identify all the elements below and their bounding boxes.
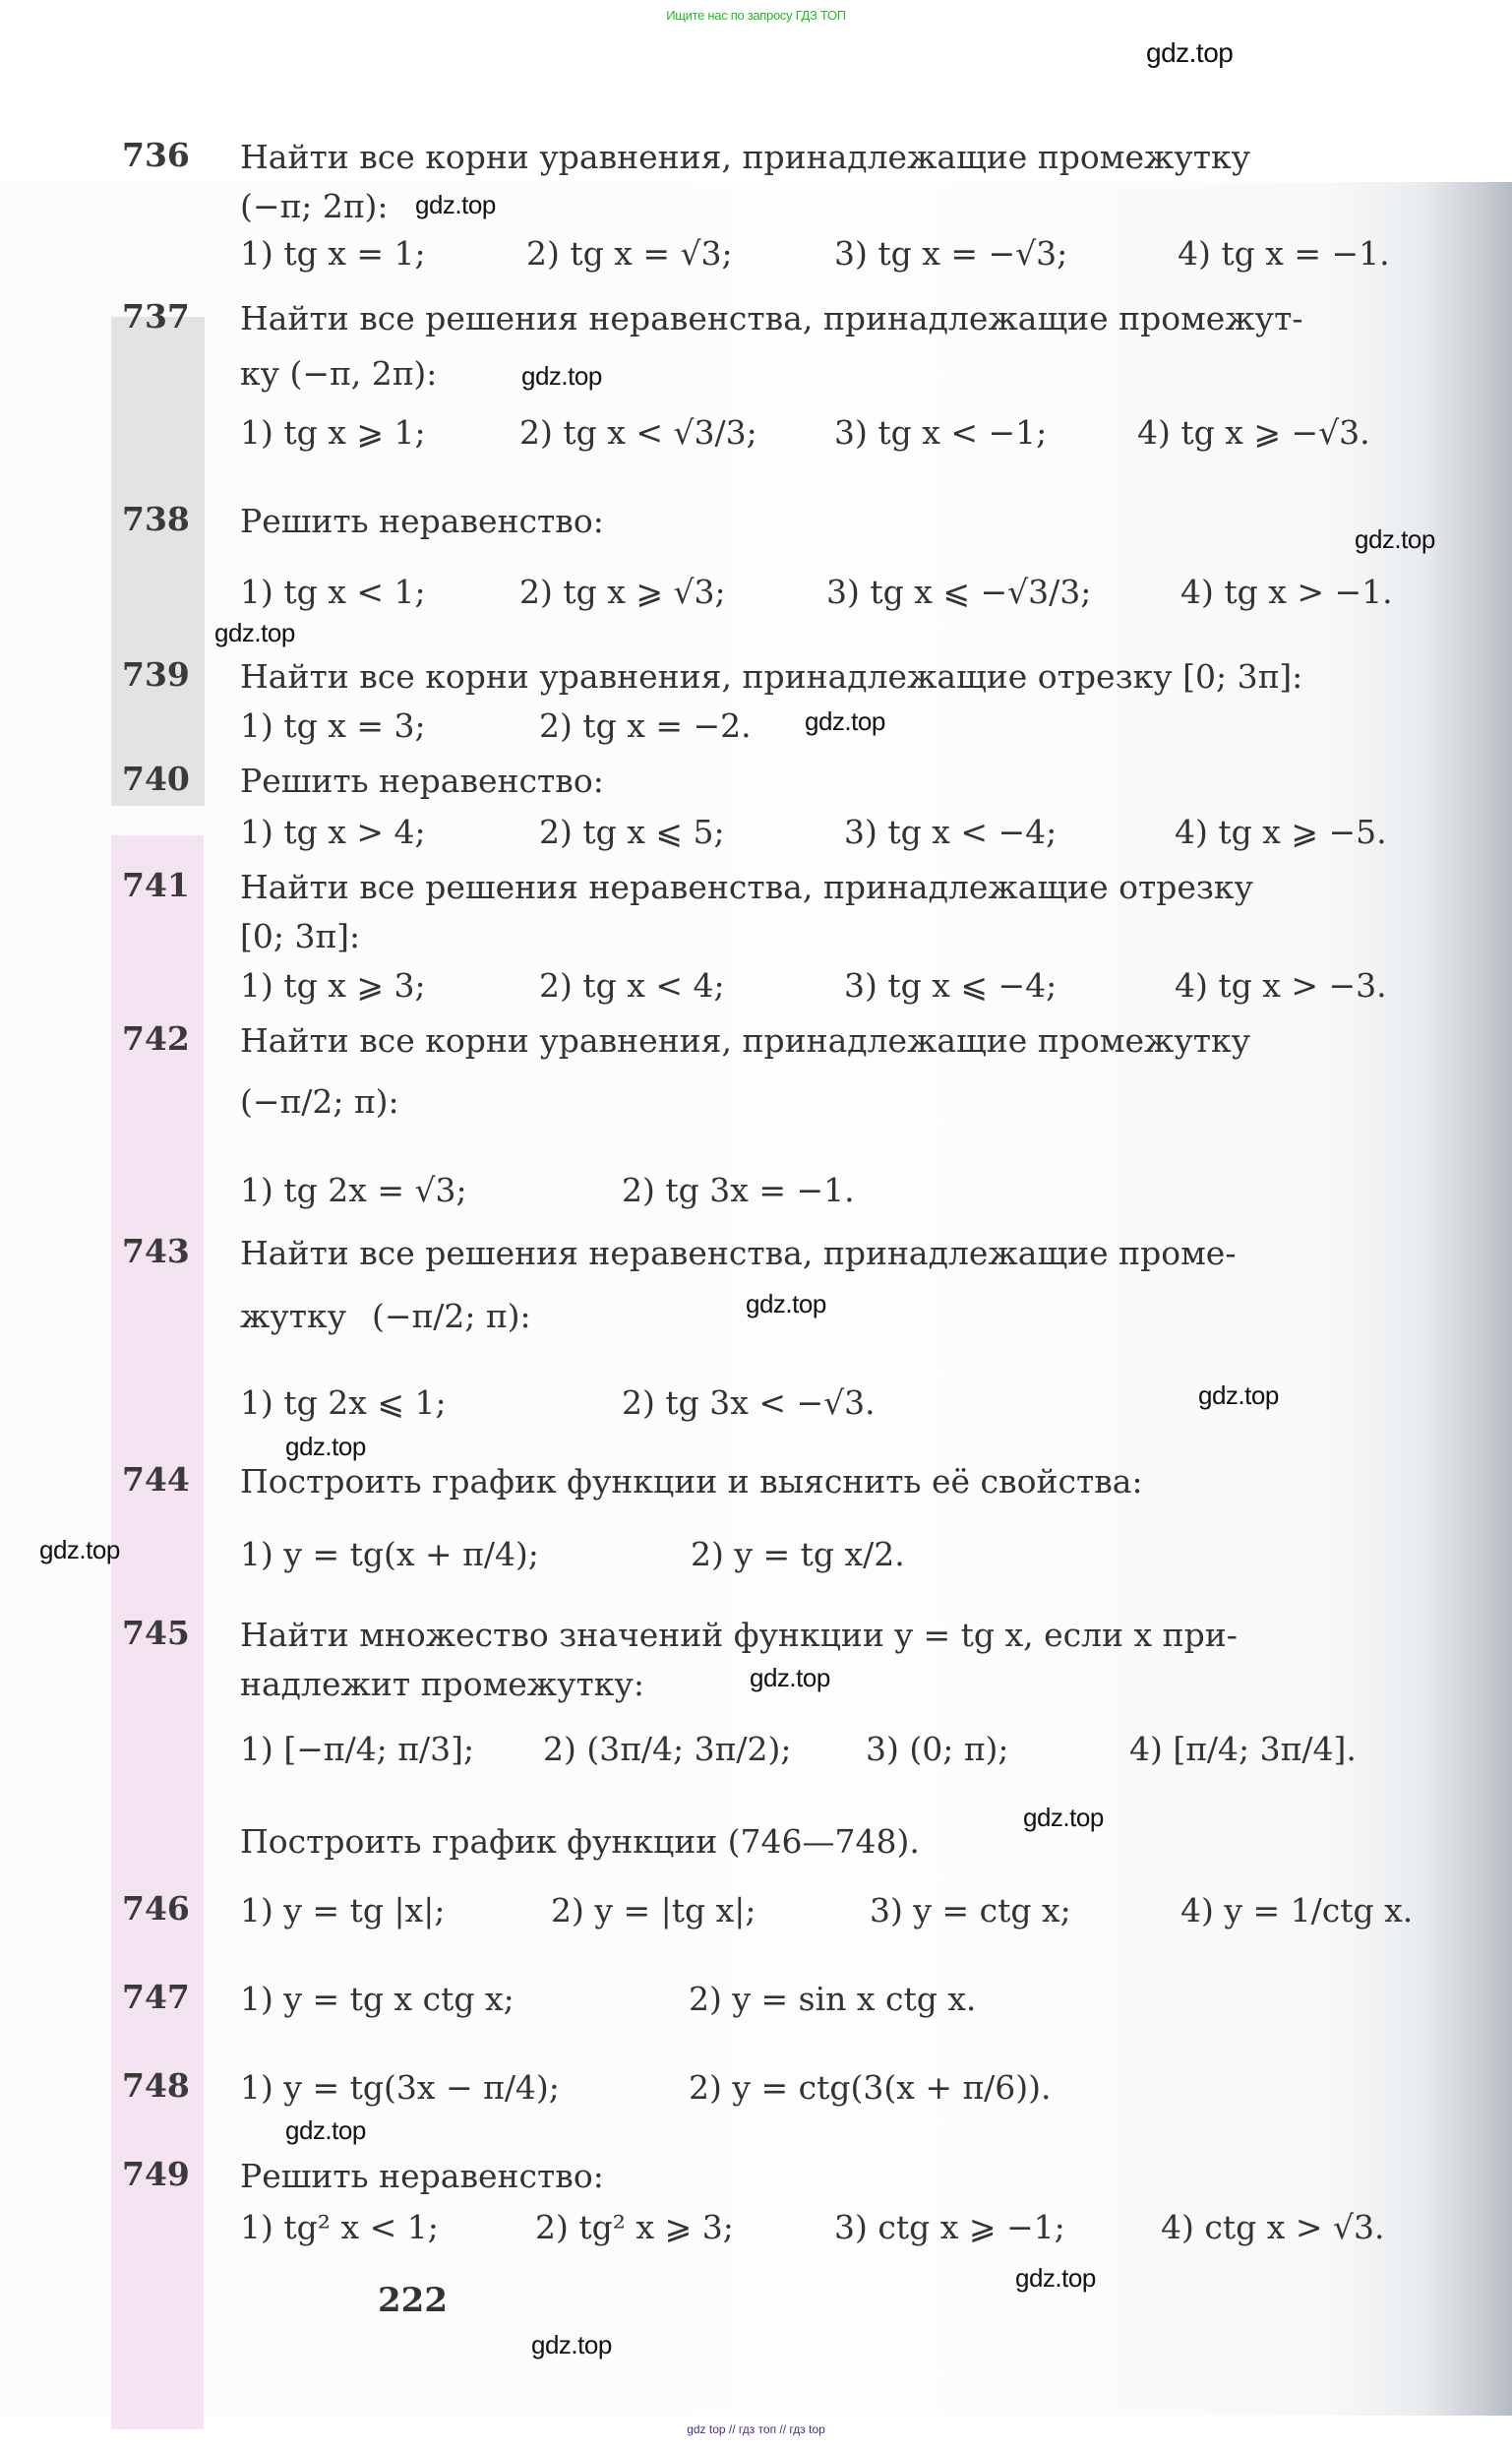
option: 2) y = tg x/2. [691, 1535, 905, 1573]
exercise-text-cont: надлежит промежутку: [240, 1665, 644, 1703]
bottom-banner: gdz top // гдз топ // гдз top [687, 2422, 825, 2436]
exercise-interval: (−π; 2π): [240, 187, 389, 225]
option: 1) tg x = 3; [240, 706, 426, 745]
option: 2) tg x = −2. [539, 706, 752, 745]
watermark: gdz.top [1146, 37, 1234, 68]
option: 1) y = tg x ctg x; [240, 1980, 514, 2018]
exercise-number: 742 [122, 1019, 190, 1058]
exercise-number: 739 [122, 655, 190, 694]
exercise-number: 748 [122, 2066, 190, 2105]
option: 2) tg² x ⩾ 3; [535, 2208, 734, 2246]
option: 4) ctg x > √3. [1161, 2208, 1385, 2246]
option: 2) tg x < 4; [539, 966, 725, 1005]
option: 2) tg 3x < −√3. [622, 1383, 876, 1422]
option: 2) y = |tg x|; [551, 1891, 756, 1929]
exercise-number: 749 [122, 2155, 190, 2193]
exercise-text-cont: [0; 3π]: [240, 917, 361, 955]
exercise-number: 747 [122, 1978, 190, 2016]
group-heading: Построить график функции (746—748). [240, 1822, 920, 1861]
option: 2) tg x = √3; [526, 234, 733, 273]
watermark: gdz.top [805, 706, 885, 736]
exercise-number: 745 [122, 1614, 190, 1652]
watermark: gdz.top [750, 1663, 830, 1692]
exercise-text-cont: жутку [240, 1297, 347, 1335]
option: 2) tg 3x = −1. [622, 1171, 855, 1209]
option: 1) y = tg |x|; [240, 1891, 446, 1929]
watermark: gdz.top [1023, 1803, 1104, 1832]
watermark: gdz.top [39, 1535, 120, 1564]
page-number: 222 [378, 2281, 448, 2320]
option: 1) tg x > 4; [240, 813, 426, 851]
exercise-text: Найти все решения неравенства, принадлежащие проме- [240, 1234, 1237, 1272]
option: 3) y = ctg x; [870, 1891, 1071, 1929]
exercise-text: Найти все корни уравнения, принадлежащие промежутку [240, 138, 1251, 176]
watermark: gdz.top [1355, 524, 1435, 554]
watermark: gdz.top [285, 1432, 366, 1461]
watermark: gdz.top [521, 361, 602, 391]
option: 2) (3π/4; 3π/2); [543, 1730, 792, 1768]
exercise-band-gray [111, 317, 205, 806]
option: 4) y = 1/ctg x. [1180, 1891, 1414, 1929]
exercise-text: Найти все корни уравнения, принадлежащие промежутку [240, 1021, 1251, 1060]
option: 2) tg x ⩽ 5; [539, 813, 725, 851]
exercise-text: Решить неравенство: [240, 762, 604, 800]
option: 3) tg x = −√3; [834, 234, 1068, 273]
exercise-text: Решить неравенство: [240, 502, 604, 540]
exercise-number: 736 [122, 136, 190, 174]
option: 4) tg x ⩾ −√3. [1137, 413, 1370, 452]
watermark: gdz.top [1198, 1380, 1279, 1410]
option: 3) (0; π); [866, 1730, 1009, 1768]
option: 4) tg x > −1. [1180, 573, 1393, 611]
option: 2) tg x < √3/3; [519, 413, 757, 452]
exercise-number: 740 [122, 760, 190, 798]
watermark: gdz.top [1015, 2263, 1096, 2293]
watermark: gdz.top [285, 2115, 366, 2145]
exercise-number: 741 [122, 866, 190, 904]
option: 1) tg² x < 1; [240, 2208, 439, 2246]
watermark: gdz.top [415, 190, 496, 219]
option: 1) tg x ⩾ 3; [240, 966, 426, 1005]
option: 2) y = ctg(3(x + π/6)). [689, 2068, 1052, 2107]
option: 4) tg x = −1. [1178, 234, 1390, 273]
exercise-number: 737 [122, 297, 190, 336]
option: 3) ctg x ⩾ −1; [834, 2208, 1065, 2246]
option: 1) tg 2x ⩽ 1; [240, 1383, 447, 1422]
exercise-number: 746 [122, 1889, 190, 1928]
option: 1) y = tg(x + π/4); [240, 1535, 539, 1573]
option: 3) tg x ⩽ −4; [844, 966, 1058, 1005]
option: 3) tg x < −1; [834, 413, 1048, 452]
option: 2) tg x ⩾ √3; [519, 573, 726, 611]
exercise-interval: (−π/2; π): [240, 1082, 399, 1121]
option: 3) tg x < −4; [844, 813, 1058, 851]
watermark: gdz.top [214, 618, 295, 647]
exercise-interval: (−π/2; π): [372, 1297, 531, 1335]
option: 4) tg x ⩾ −5. [1175, 813, 1387, 851]
option: 1) tg x = 1; [240, 234, 426, 273]
option: 1) tg x ⩾ 1; [240, 413, 426, 452]
exercise-text: Построить график функции и выяснить её свойства: [240, 1462, 1143, 1501]
option: 4) tg x > −3. [1175, 966, 1387, 1005]
watermark: gdz.top [531, 2330, 612, 2359]
exercise-number: 738 [122, 500, 190, 538]
top-search-banner: Ищите нас по запросу ГДЗ ТОП [666, 8, 846, 23]
option: 4) [π/4; 3π/4]. [1129, 1730, 1357, 1768]
option: 2) y = sin x ctg x. [689, 1980, 977, 2018]
option: 1) tg x < 1; [240, 573, 426, 611]
option: 3) tg x ⩽ −√3/3; [826, 573, 1092, 611]
exercise-text: Найти множество значений функции y = tg x, если x при- [240, 1616, 1238, 1654]
exercise-number: 744 [122, 1460, 190, 1499]
exercise-text: Решить неравенство: [240, 2157, 604, 2195]
option: 1) [−π/4; π/3]; [240, 1730, 475, 1768]
exercise-text-cont: ку (−π, 2π): [240, 354, 438, 393]
exercise-text: Найти все корни уравнения, принадлежащие отрезку [0; 3π]: [240, 657, 1303, 696]
option: 1) y = tg(3x − π/4); [240, 2068, 560, 2107]
exercise-text: Найти все решения неравенства, принадлежащие промежут- [240, 299, 1303, 337]
exercise-text: Найти все решения неравенства, принадлежащие отрезку [240, 868, 1253, 906]
exercise-number: 743 [122, 1232, 190, 1270]
option: 1) tg 2x = √3; [240, 1171, 467, 1209]
watermark: gdz.top [746, 1289, 826, 1318]
